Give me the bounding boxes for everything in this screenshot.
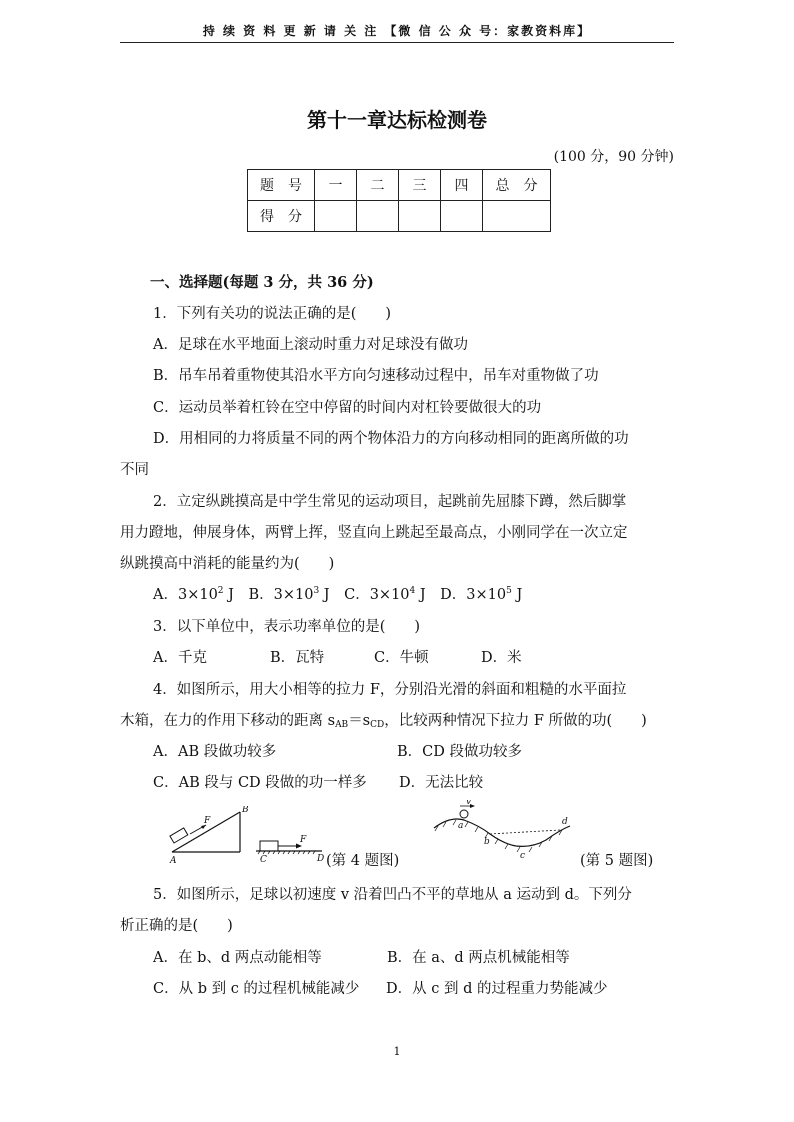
fig4-label-d: D — [317, 854, 325, 864]
score-table — [247, 169, 551, 232]
q1-option-d-cont: 不同 — [120, 462, 149, 478]
q4-option-a: A．AB 段做功较多 — [153, 744, 277, 760]
q4-option-c: C．AB 段与 CD 段做的功一样多 — [153, 775, 367, 791]
score-cell: 二 — [357, 170, 399, 201]
score-table-header-row — [248, 170, 551, 201]
fig4-label-a: A — [170, 856, 177, 866]
q3-option-c: C．牛顿 — [374, 650, 429, 666]
score-cell: 题 号 — [248, 170, 315, 201]
score-cell: 总 分 — [483, 170, 551, 201]
q2-stem-line1: 2．立定纵跳摸高是中学生常见的运动项目，起跳前先屈膝下蹲，然后脚掌 — [153, 494, 627, 510]
score-cell: 一 — [315, 170, 357, 201]
q1-option-c: C．运动员举着杠铃在空中停留的时间内对杠铃要做很大的功 — [153, 400, 542, 416]
score-blank[interactable] — [399, 201, 441, 232]
q5-figure — [428, 800, 588, 866]
q4-option-b: B．CD 段做功较多 — [397, 744, 522, 760]
flat-box — [260, 841, 278, 851]
ground-hatch — [435, 820, 562, 852]
score-blank[interactable] — [315, 201, 357, 232]
height-reference-line — [490, 830, 560, 834]
fig5-caption: (第 5 题图) — [580, 853, 654, 869]
q3-option-a: A．千克 — [153, 650, 207, 666]
header-rule — [120, 42, 674, 43]
q1-option-b: B．吊车吊着重物使其沿水平方向匀速移动过程中，吊车对重物做了功 — [153, 368, 599, 384]
q1-option-d: D．用相同的力将质量不同的两个物体沿力的方向移动相同的距离所做的功 — [153, 431, 629, 447]
q5-option-d: D．从 c 到 d 的过程重力势能减少 — [386, 981, 608, 997]
page-number: 1 — [393, 1045, 401, 1058]
incline-box — [170, 828, 188, 843]
fig5-label-v: v — [466, 800, 472, 807]
fig5-label-a: a — [458, 821, 464, 831]
page-header: 持 续 资 料 更 新 请 关 注 【微 信 公 众 号：家教资料库】 — [202, 24, 592, 38]
section-heading: 一、选择题(每题 3 分，共 36 分) — [150, 274, 374, 291]
q2-stem-line2: 用力蹬地，伸展身体，两臂上挥，竖直向上跳起至最高点，小刚同学在一次立定 — [120, 525, 628, 541]
q3-option-b: B．瓦特 — [270, 650, 325, 666]
fig4-caption: (第 4 题图) — [326, 853, 400, 869]
q2-options: A．$3\times 10^2$ J B．$3\times 10^3$ J C．$3\times 10^4$ J D．$3\times 10^5$ J — [153, 586, 523, 603]
q4-option-d: D．无法比较 — [399, 775, 484, 791]
fig5-label-d: d — [562, 817, 568, 827]
fig5-label-b: b — [484, 837, 490, 847]
q5-option-c: C．从 b 到 c 的过程机械能减少 — [153, 981, 360, 997]
score-cell: 得 分 — [248, 201, 315, 232]
score-blank[interactable] — [483, 201, 551, 232]
q3-stem: 3．以下单位中，表示功率单位的是( ) — [153, 619, 421, 635]
q2-stem-line3: 纵跳摸高中消耗的能量约为( ) — [120, 556, 335, 572]
fig4-label-f1: F — [204, 816, 211, 826]
fig4-label-b: B — [242, 806, 249, 815]
q5-option-b: B．在 a、d 两点机械能相等 — [387, 950, 570, 966]
fig4-label-c: C — [260, 855, 267, 865]
football — [460, 810, 468, 818]
score-table-score-row — [248, 201, 551, 232]
page-title: 第十一章达标检测卷 — [307, 108, 487, 132]
q5-option-a: A．在 b、d 两点动能相等 — [153, 950, 322, 966]
q1-option-a: A．足球在水平地面上滚动时重力对足球没有做功 — [153, 337, 468, 353]
q5-stem-line1: 5．如图所示，足球以初速度 v 沿着凹凸不平的草地从 a 运动到 d。下列分 — [153, 887, 632, 903]
score-cell: 三 — [399, 170, 441, 201]
q5-stem-line2: 析正确的是( ) — [120, 918, 233, 934]
score-blank[interactable] — [357, 201, 399, 232]
fig4-label-f2: F — [300, 835, 307, 845]
score-note: (100 分，90 分钟) — [553, 149, 674, 165]
score-blank[interactable] — [441, 201, 483, 232]
q4-stem-line2: 木箱，在力的作用下移动的距离 $s_{AB}=s_{CD}$，比较两种情况下拉力 F 所做的功( ) — [120, 713, 647, 730]
fig5-label-c: c — [520, 851, 526, 861]
q3-option-d: D．米 — [481, 650, 522, 666]
q4-stem-line1: 4．如图所示，用大小相等的拉力 F，分别沿光滑的斜面和粗糙的水平面拉 — [153, 682, 627, 698]
score-cell: 四 — [441, 170, 483, 201]
q1-stem: 1．下列有关功的说法正确的是( ) — [153, 306, 392, 322]
